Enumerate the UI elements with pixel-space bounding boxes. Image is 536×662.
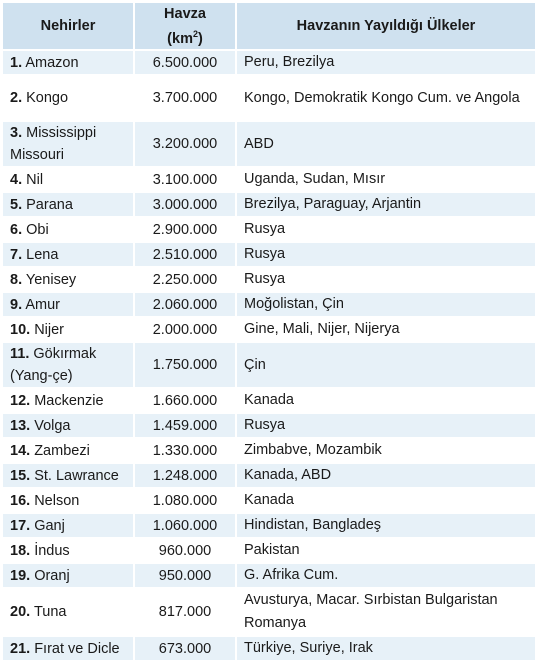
row-number: 10. [10,321,31,338]
header-area-unit-sup: 2 [192,28,198,39]
river-name-cell [2,538,134,563]
river-name: Nil [26,171,44,188]
countries-cell: Çin [236,342,536,388]
row-number: 16. [10,492,31,509]
river-name-cell [2,636,134,661]
countries-cell: Uganda, Sudan, Mısır [236,167,536,192]
basin-area-cell: 817.000 [134,588,236,636]
river-name-cell [2,267,134,292]
table-row [2,488,536,513]
table-row [2,267,536,292]
countries-cell: G. Afrika Cum. [236,563,536,588]
river-name: Nelson [34,492,80,509]
countries-cell: Kanada [236,488,536,513]
basin-area-cell: 3.700.000 [134,75,236,121]
river-name: Mississippi Missouri [10,125,97,163]
header-area [134,2,236,50]
river-name: St. Lawrance [34,467,119,484]
basin-area-cell: 950.000 [134,563,236,588]
river-name: Obi [26,221,49,238]
basin-area-cell: 1.660.000 [134,388,236,413]
table-row [2,167,536,192]
basin-area-cell: 1.750.000 [134,342,236,388]
river-name-cell [2,292,134,317]
row-number: 8. [10,271,23,288]
countries-cell: Moğolistan, Çin [236,292,536,317]
header-area-unit-close: ) [197,30,203,47]
row-number: 14. [10,442,31,459]
table-row [2,438,536,463]
countries-cell: Avusturya, Macar. Sırbistan Bulgaristan Romanya [236,588,536,636]
table-row [2,292,536,317]
river-name: Gökırmak (Yang-çe) [10,346,97,384]
river-name-cell [2,488,134,513]
basin-area-cell: 1.248.000 [134,463,236,488]
river-name: Parana [26,196,73,213]
river-name-cell [2,463,134,488]
row-number: 15. [10,467,31,484]
river-name-cell [2,217,134,242]
row-number: 21. [10,640,31,657]
row-number: 9. [10,296,23,313]
table-row [2,413,536,438]
basin-area-cell: 1.459.000 [134,413,236,438]
river-name-cell [2,563,134,588]
row-number: 3. [10,125,23,141]
row-number: 7. [10,246,23,263]
row-number: 6. [10,221,23,238]
table-row [2,121,536,167]
row-number: 17. [10,517,31,534]
river-name: Volga [34,417,71,434]
countries-cell: Zimbabve, Mozambik [236,438,536,463]
basin-area-cell: 1.080.000 [134,488,236,513]
river-name-cell [2,513,134,538]
river-name-cell [2,388,134,413]
basin-area-cell: 6.500.000 [134,50,236,75]
basin-area-cell: 3.000.000 [134,192,236,217]
river-name: Oranj [34,567,70,584]
river-name-cell [2,167,134,192]
basin-area-cell: 2.900.000 [134,217,236,242]
river-name-cell [2,242,134,267]
river-name: Fırat ve Dicle [34,640,120,657]
rivers-table [1,1,536,662]
river-name: Ganj [34,517,65,534]
header-countries: Havzanın Yayıldığı Ülkeler [236,2,536,50]
basin-area-cell: 1.330.000 [134,438,236,463]
table-row [2,563,536,588]
header-area-label: Havza [164,5,206,22]
basin-area-cell: 2.060.000 [134,292,236,317]
row-number: 19. [10,567,31,584]
basin-area-cell: 673.000 [134,636,236,661]
table-row [2,538,536,563]
river-name-cell [2,50,134,75]
river-name: Mackenzie [34,392,104,409]
river-name-cell [2,192,134,217]
river-name-cell [2,438,134,463]
river-name: İndus [34,542,70,559]
table-row [2,75,536,121]
countries-cell: Rusya [236,413,536,438]
river-name: Tuna [33,604,67,620]
river-name-cell [2,342,134,388]
row-number: 13. [10,417,31,434]
countries-cell: Rusya [236,242,536,267]
river-name: Amur [25,296,60,313]
countries-cell: Kanada, ABD [236,463,536,488]
table-row [2,192,536,217]
river-name: Yenisey [25,271,77,288]
river-name-cell [2,317,134,342]
basin-area-cell: 3.200.000 [134,121,236,167]
table-row [2,317,536,342]
row-number: 20. [10,604,31,620]
table-row [2,217,536,242]
countries-cell: Rusya [236,217,536,242]
river-name-cell [2,413,134,438]
river-name: Nijer [34,321,65,338]
header-area-unit-open: (km [167,30,193,47]
table-row [2,463,536,488]
row-number: 12. [10,392,31,409]
basin-area-cell: 960.000 [134,538,236,563]
countries-cell: Pakistan [236,538,536,563]
countries-cell: ABD [236,121,536,167]
row-number: 1. [10,54,23,71]
countries-cell: Rusya [236,267,536,292]
river-name: Zambezi [34,442,90,459]
row-number: 18. [10,542,31,559]
table-row [2,513,536,538]
table-row [2,588,536,636]
countries-cell: Hindistan, Bangladeş [236,513,536,538]
river-name: Lena [26,246,59,263]
countries-cell: Kongo, Demokratik Kongo Cum. ve Angola [236,75,536,121]
countries-cell: Türkiye, Suriye, Irak [236,636,536,661]
table-row [2,242,536,267]
basin-area-cell: 2.250.000 [134,267,236,292]
table-row [2,388,536,413]
row-number: 5. [10,196,23,213]
river-name-cell [2,588,134,636]
river-name-cell [2,75,134,121]
river-name: Amazon [25,54,79,71]
header-river: Nehirler [2,2,134,50]
table-row [2,50,536,75]
basin-area-cell: 3.100.000 [134,167,236,192]
countries-cell: Kanada [236,388,536,413]
table-header [2,2,536,50]
table-body [2,50,536,661]
basin-area-cell: 2.000.000 [134,317,236,342]
row-number: 11. [10,346,30,362]
countries-cell: Gine, Mali, Nijer, Nijerya [236,317,536,342]
basin-area-cell: 2.510.000 [134,242,236,267]
basin-area-cell: 1.060.000 [134,513,236,538]
row-number: 2. [10,90,23,106]
countries-cell: Brezilya, Paraguay, Arjantin [236,192,536,217]
river-name: Kongo [26,90,69,106]
river-name-cell [2,121,134,167]
countries-cell: Peru, Brezilya [236,50,536,75]
table-row [2,342,536,388]
table-row [2,636,536,661]
row-number: 4. [10,171,23,188]
